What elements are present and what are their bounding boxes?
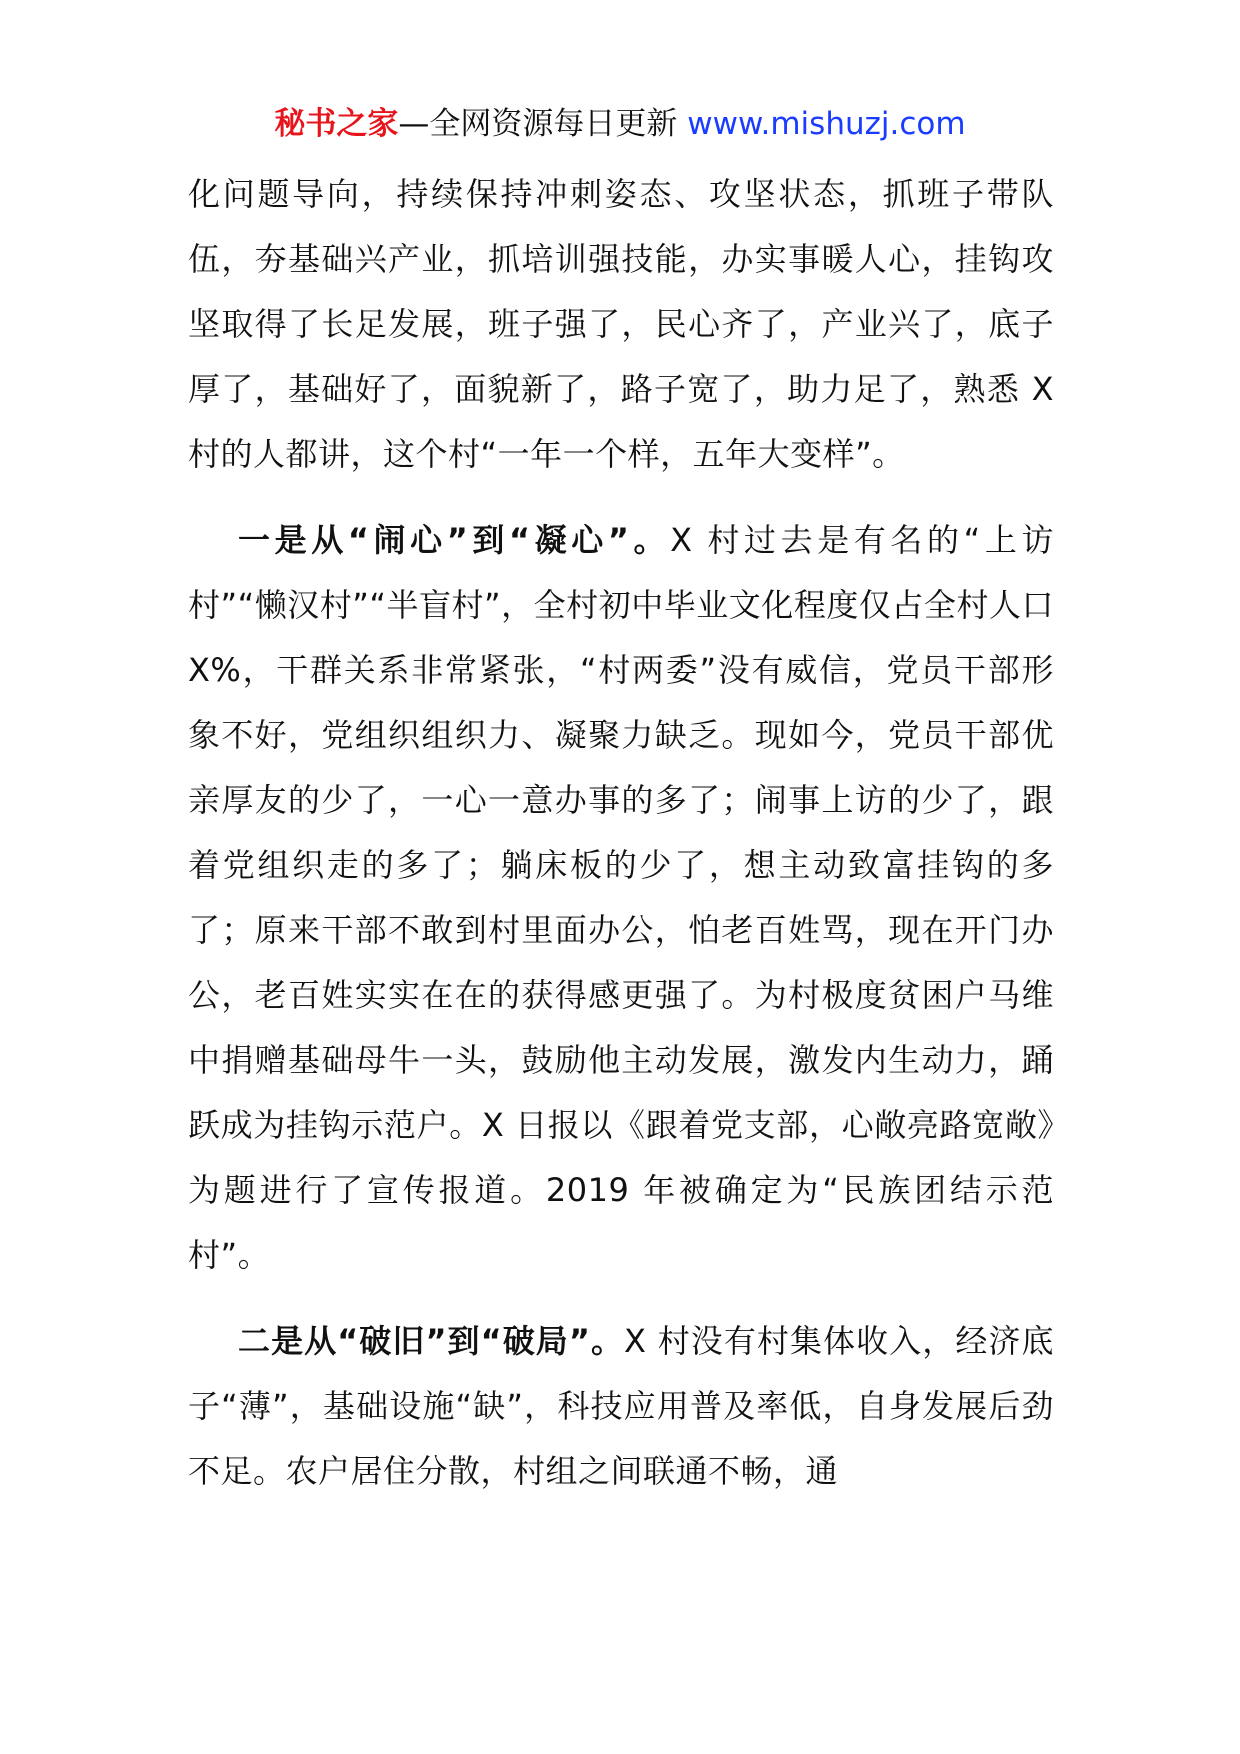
section-heading: 二是从“破旧”到“破局”。 (238, 1322, 625, 1360)
paragraph-text: X 村没有村集体收入，经济底子“薄”，基础设施“缺”，科技应用普及率低，自身发展后劲不足。农户居住分散，村组之间联通不畅，通 (188, 1322, 1054, 1490)
site-header (0, 104, 1240, 144)
section-heading: 一是从“闹心”到“凝心”。 (238, 521, 671, 559)
document-body (188, 162, 1054, 1525)
site-brand: 秘书之家 (274, 106, 399, 142)
paragraph-continued (188, 162, 1054, 487)
paragraph-text: 化问题导向，持续保持冲刺姿态、攻坚状态，抓班子带队伍，夯基础兴产业，抓培训强技能，办实事暖人心，挂钩攻坚取得了长足发展，班子强了，民心齐了，产业兴了，底子厚了，基础好了，面貌新了，路子宽了，助力足了，熟悉 X 村的人都讲，这个村“一年一个样，五年大变样”。 (188, 175, 1054, 473)
site-url-link[interactable]: www.mishuzj.com (687, 106, 966, 142)
paragraph-text: X 村过去是有名的“上访村”“懒汉村”“半盲村”，全村初中毕业文化程度仅占全村人口 X%，干群关系非常紧张，“村两委”没有威信，党员干部形象不好，党组织组织力、凝聚力缺乏。现如今，党员干部优亲厚友的少了，一心一意办事的多了；闹事上访的少了，跟着党组织走的多了；躺床板的少了，想主动致富挂钩的多了；原来干部不敢到村里面办公，怕老百姓骂，现在开门办公，老百姓实实在在的获得感更强了。为村极度贫困户马维中捐赠基础母牛一头，鼓励他主动发展，激发内生动力，踊跃成为挂钩示范户。X 日报以《跟着党支部，心敞亮路宽敞》为题进行了宣传报道。2019 年被确定为“民族团结示范村”。 (188, 521, 1054, 1274)
paragraph-section-2 (188, 1309, 1054, 1504)
paragraph-section-1 (188, 508, 1054, 1288)
site-tagline: —全网资源每日更新 (398, 106, 678, 142)
